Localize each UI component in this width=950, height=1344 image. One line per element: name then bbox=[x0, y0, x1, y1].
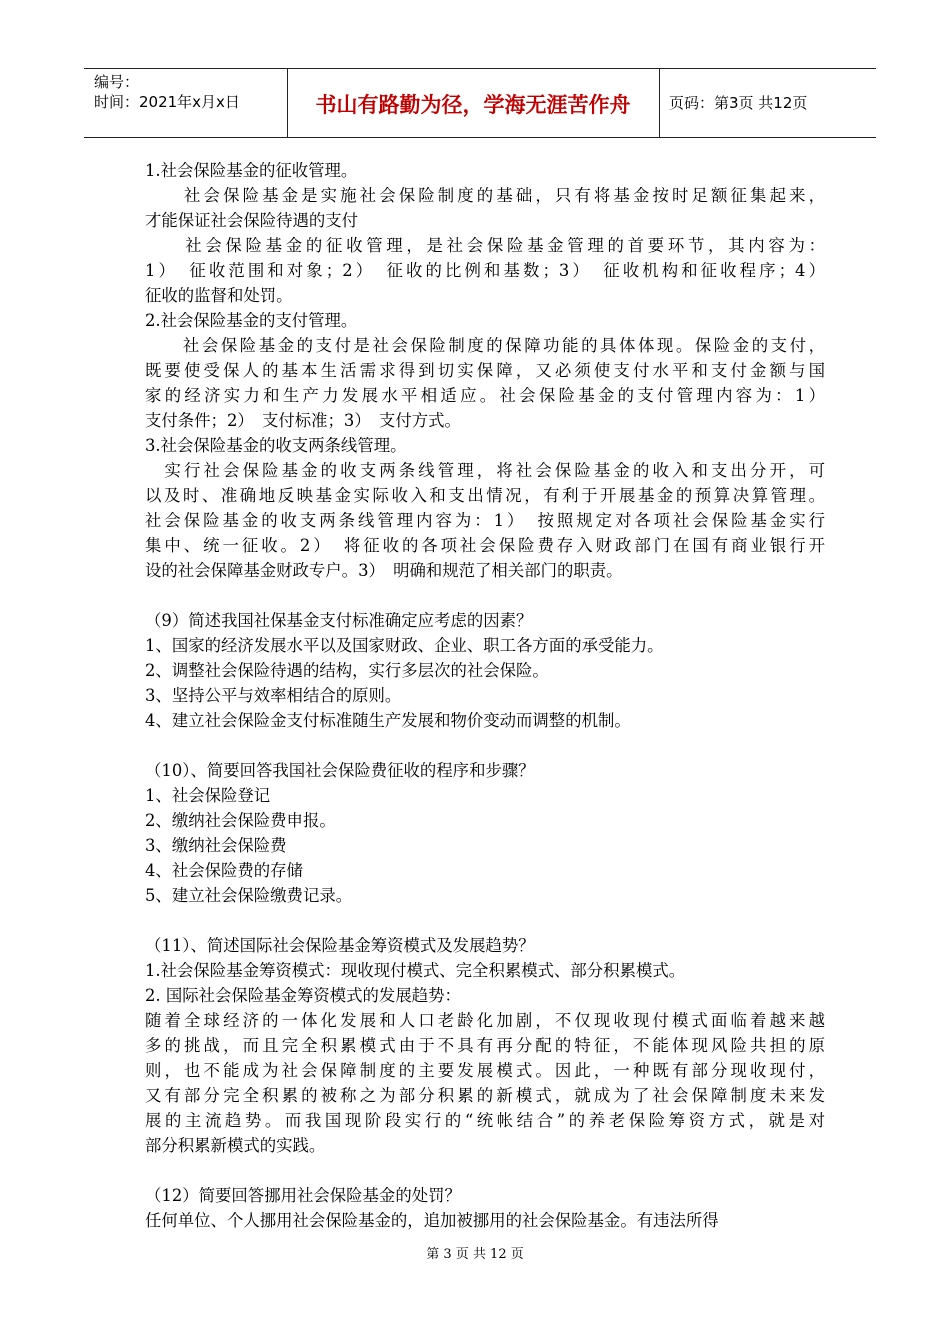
body-line: 2.社会保险基金的支付管理。 bbox=[145, 311, 358, 330]
body-line: 社会保险基金的支付是社会保险制度的保障功能的具体体现。保险金的支付， bbox=[145, 336, 825, 355]
body-line: 5、建立社会保险缴费记录。 bbox=[145, 886, 353, 905]
body-line: 1.社会保险基金的征收管理。 bbox=[145, 161, 358, 180]
body-line: 以及时、准确地反映基金实际收入和支出情况，有利于开展基金的预算决算管理。 bbox=[145, 486, 825, 505]
body-line: 2、调整社会保险待遇的结构，实行多层次的社会保险。 bbox=[145, 661, 549, 680]
body-line: 设的社会保障基金财政专户。3） 明确和规范了相关部门的职责。 bbox=[145, 561, 623, 580]
body-line: 社会保险基金的征收管理，是社会保险基金管理的首要环节，其内容为： bbox=[145, 236, 825, 255]
header-page-cell bbox=[659, 69, 876, 137]
body-line: 支付条件；2） 支付标准；3） 支付方式。 bbox=[145, 411, 461, 430]
body-line: 1） 征收范围和对象；2） 征收的比例和基数；3） 征收机构和征收程序；4） bbox=[145, 261, 825, 280]
header-motto-cell bbox=[287, 69, 660, 137]
body-line: 任何单位、个人挪用社会保险基金的，追加被挪用的社会保险基金。有违法所得 bbox=[145, 1211, 719, 1230]
body-line: 则，也不能成为社会保障制度的主要发展模式。因此，一种既有部分现收现付， bbox=[145, 1061, 825, 1080]
body-line: 又有部分完全积累的被称之为部分积累的新模式，就成为了社会保障制度未来发 bbox=[145, 1086, 825, 1105]
body-line: 1.社会保险基金筹资模式：现收现付模式、完全积累模式、部分积累模式。 bbox=[145, 961, 686, 980]
body-line: 1、国家的经济发展水平以及国家财政、企业、职工各方面的承受能力。 bbox=[145, 636, 664, 655]
document-body bbox=[145, 158, 825, 1233]
body-line: 2、缴纳社会保险费申报。 bbox=[145, 811, 336, 830]
body-line: 既要使受保人的基本生活需求得到切实保障，又必须使支付水平和支付金额与国 bbox=[145, 361, 825, 380]
blank-line bbox=[145, 908, 825, 933]
body-line: 1、社会保险登记 bbox=[145, 786, 271, 805]
body-line: 随着全球经济的一体化发展和人口老龄化加剧，不仅现收现付模式面临着越来越 bbox=[145, 1011, 825, 1030]
number-label: 编号： bbox=[94, 73, 140, 91]
page-header bbox=[84, 68, 876, 138]
body-line: 多的挑战，而且完全积累模式由于不具有再分配的特征，不能体现风险共担的原 bbox=[145, 1036, 825, 1055]
body-line: （10）、简要回答我国社会保险费征收的程序和步骤？ bbox=[145, 761, 535, 780]
body-line: 3、缴纳社会保险费 bbox=[145, 836, 287, 855]
body-line: 3.社会保险基金的收支两条线管理。 bbox=[145, 436, 407, 455]
motto-text: 书山有路勤为径，学海无涯苦作舟 bbox=[315, 93, 631, 117]
body-line: 2. 国际社会保险基金筹资模式的发展趋势： bbox=[145, 986, 461, 1005]
body-line: 展的主流趋势。而我国现阶段实行的“统帐结合”的养老保险筹资方式，就是对 bbox=[145, 1111, 825, 1130]
blank-line bbox=[145, 1158, 825, 1183]
body-line: 征收的监督和处罚。 bbox=[145, 286, 293, 305]
body-line: 4、建立社会保险金支付标准随生产发展和物价变动而调整的机制。 bbox=[145, 711, 631, 730]
body-line: 部分积累新模式的实践。 bbox=[145, 1136, 326, 1155]
page-footer: 第 3 页 共 12 页 bbox=[426, 1247, 524, 1262]
time-label: 时间：2021年x月x日 bbox=[94, 93, 240, 111]
body-line: 才能保证社会保险待遇的支付 bbox=[145, 211, 359, 230]
body-line: 实行社会保险基金的收支两条线管理，将社会保险基金的收入和支出分开，可 bbox=[145, 461, 825, 480]
page-number-label: 页码：第3页 共12页 bbox=[669, 94, 808, 112]
body-line: 社会保险基金是实施社会保险制度的基础，只有将基金按时足额征集起来， bbox=[145, 186, 825, 205]
body-line: 家的经济实力和生产力发展水平相适应。社会保险基金的支付管理内容为：1） bbox=[145, 386, 825, 405]
blank-line bbox=[145, 733, 825, 758]
header-meta-cell bbox=[84, 69, 288, 137]
body-line: 4、社会保险费的存储 bbox=[145, 861, 303, 880]
body-line: 社会保险基金的收支两条线管理内容为：1） 按照规定对各项社会保险基金实行 bbox=[145, 511, 825, 530]
body-line: （11）、简述国际社会保险基金筹资模式及发展趋势？ bbox=[145, 936, 535, 955]
body-line: 3、坚持公平与效率相结合的原则。 bbox=[145, 686, 402, 705]
body-line: 集中、统一征收。2） 将征收的各项社会保险费存入财政部门在国有商业银行开 bbox=[145, 536, 825, 555]
body-line: （12）简要回答挪用社会保险基金的处罚？ bbox=[145, 1186, 461, 1205]
blank-line bbox=[145, 583, 825, 608]
body-line: （9）简述我国社保基金支付标准确定应考虑的因素？ bbox=[145, 611, 533, 630]
